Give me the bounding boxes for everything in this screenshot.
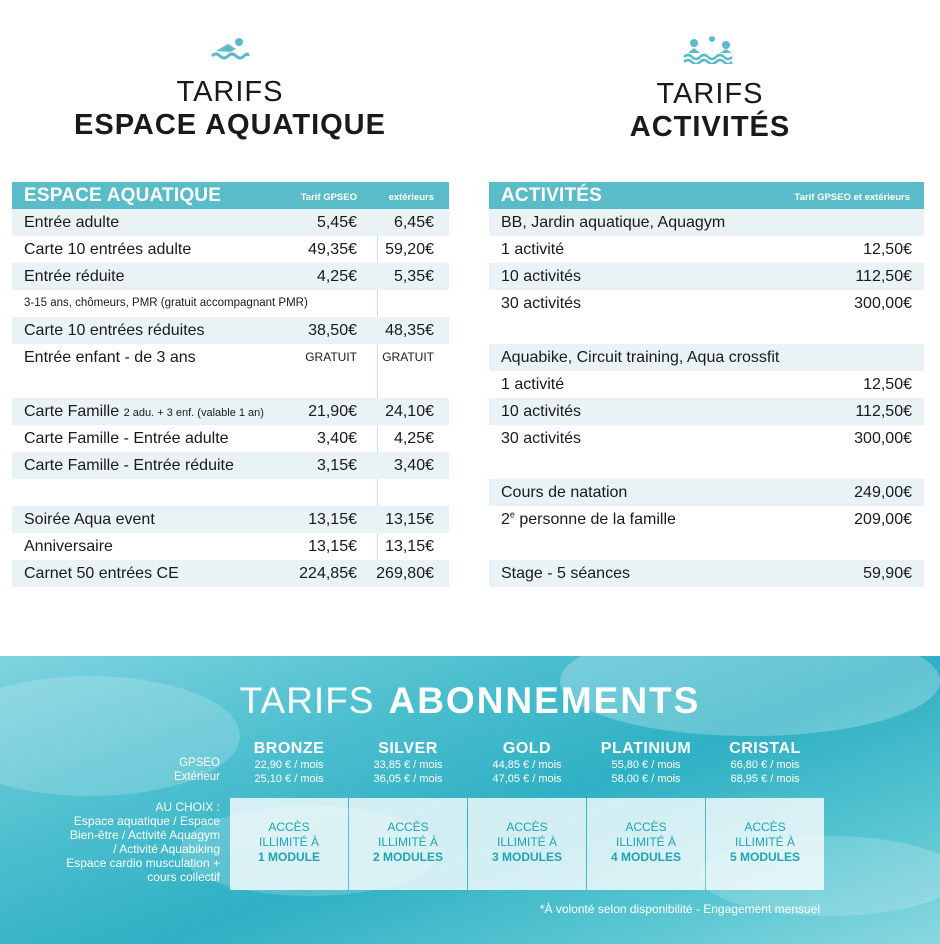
row-label: Entrée réduite (24, 268, 125, 285)
table-row (489, 425, 924, 452)
table-row (489, 479, 924, 506)
tier-price-exterieur: 47,05 € / mois (492, 773, 562, 785)
price-gpseo: 13,15€ (308, 511, 357, 528)
row-label: Carte Famille - Entrée adulte (24, 430, 229, 447)
row-label: Entrée enfant - de 3 ans (24, 349, 196, 366)
table-row (12, 506, 449, 533)
table-row (12, 398, 449, 425)
row-note: 3-15 ans, chômeurs, PMR (gratuit accompagnant PMR) (24, 297, 308, 309)
right-heading (500, 36, 920, 144)
box-modules: 2 MODULES (372, 850, 443, 864)
table-row (12, 560, 449, 587)
choix-line: Espace cardio musculation + (66, 856, 220, 870)
spacer-row (489, 533, 924, 560)
choix-line: / Activité Aquabiking (113, 842, 220, 856)
price-exterieurs: 4,25€ (393, 430, 434, 447)
tier-price-gpseo: 66,80 € / mois (730, 759, 800, 771)
row-label: Carnet 50 entrées CE (24, 565, 179, 582)
row-label: Anniversaire (24, 538, 113, 555)
box-modules: 4 MODULES (610, 850, 681, 864)
box-modules: 1 MODULE (257, 850, 320, 864)
spacer-row (489, 317, 924, 344)
right-heading-line1: TARIFS (656, 78, 764, 110)
row-label: 10 activités (501, 403, 582, 420)
price-exterieurs: 269,80€ (376, 565, 434, 582)
spacer-row (12, 371, 449, 398)
box-line: ILLIMITÉ À (734, 835, 796, 849)
exterieur-label: Extérieur (173, 771, 220, 783)
col-header-exterieurs: extérieurs (388, 192, 434, 203)
spacer-row (12, 479, 449, 506)
table-row (489, 263, 924, 290)
tier-gold (468, 740, 586, 786)
table-header (489, 182, 924, 209)
tier-price-gpseo: 22,90 € / mois (254, 759, 324, 771)
price-gpseo: 3,15€ (316, 457, 357, 474)
price-gpseo: 38,50€ (308, 322, 357, 339)
module-box-gold (468, 798, 586, 890)
title-light: TARIFS (239, 680, 375, 721)
table-row (489, 560, 924, 587)
price: 209,00€ (854, 511, 912, 528)
row-label: Carte 10 entrées réduites (24, 322, 205, 339)
box-line: ILLIMITÉ À (496, 835, 558, 849)
table-row (12, 290, 449, 317)
table-row (12, 533, 449, 560)
price: 300,00€ (854, 295, 912, 312)
row-section-label: Aquabike, Circuit training, Aqua crossfit (501, 349, 780, 366)
row-label: Stage - 5 séances (501, 565, 630, 582)
price-exterieurs: 13,15€ (385, 511, 434, 528)
swimmer-icon (210, 36, 250, 62)
aquatique-price-table (12, 182, 449, 587)
price-gpseo: GRATUIT (305, 350, 357, 364)
tier-price-exterieur: 58,00 € / mois (611, 773, 681, 785)
left-heading (20, 36, 440, 142)
tier-name: GOLD (502, 740, 552, 757)
box-line: ILLIMITÉ À (258, 835, 320, 849)
table-header (12, 182, 449, 209)
box-line: ACCÈS (387, 820, 429, 834)
au-choix-heading: AU CHOIX : (155, 800, 220, 814)
price-exterieurs: 6,45€ (393, 214, 434, 231)
price-exterieurs: 48,35€ (385, 322, 434, 339)
activites-price-table (489, 182, 924, 587)
table-row (12, 263, 449, 290)
price-exterieurs: 5,35€ (393, 268, 434, 285)
tier-price-exterieur: 68,95 € / mois (730, 773, 800, 785)
spacer-row (489, 452, 924, 479)
left-heading-line2: ESPACE AQUATIQUE (74, 109, 386, 141)
row-label-main: Carte Famille (24, 403, 120, 420)
row-label (501, 506, 676, 533)
tier-name: SILVER (378, 740, 438, 757)
row-label: 1 activité (501, 241, 565, 258)
price-exterieurs: 13,15€ (385, 538, 434, 555)
row-label-sup: e (509, 509, 515, 520)
choix-line: cours collectif (147, 870, 220, 884)
price-gpseo: 5,45€ (316, 214, 357, 231)
tier-platinium (587, 740, 705, 786)
footnote: *À volonté selon disponibilité - Engagement mensuel (539, 902, 820, 916)
table-row (489, 398, 924, 425)
tier-name: CRISTAL (729, 740, 801, 757)
water-polo-icon (682, 36, 738, 64)
price-exterieurs: 24,10€ (385, 403, 434, 420)
price-exterieurs: 3,40€ (393, 457, 434, 474)
price: 59,90€ (863, 565, 912, 582)
price-gpseo: 13,15€ (308, 538, 357, 555)
module-box-platinium (587, 798, 705, 890)
box-line: ACCÈS (744, 820, 786, 834)
left-heading-line1: TARIFS (176, 76, 284, 108)
table-row (12, 317, 449, 344)
choix-line: Bien-être / Activité Aquagym (69, 828, 220, 842)
row-label: 1 activité (501, 376, 565, 393)
row-label: Soirée Aqua event (24, 511, 155, 528)
module-box-bronze (230, 798, 348, 890)
price-gpseo: 224,85€ (299, 565, 357, 582)
gpseo-label: GPSEO (179, 757, 220, 769)
box-modules: 3 MODULES (491, 850, 562, 864)
box-modules: 5 MODULES (729, 850, 800, 864)
box-line: ACCÈS (506, 820, 548, 834)
row-label: Cours de natation (501, 484, 628, 501)
table-row (489, 290, 924, 317)
tier-price-gpseo: 33,85 € / mois (373, 759, 443, 771)
price-gpseo: 4,25€ (316, 268, 357, 285)
price-gpseo: 3,40€ (316, 430, 357, 447)
table-row (12, 425, 449, 452)
row-label: 30 activités (501, 430, 582, 447)
col-header-tarif: Tarif GPSEO et extérieurs (794, 192, 910, 203)
table-row (489, 506, 924, 533)
choix-line: Espace aquatique / Espace (73, 814, 220, 828)
tier-name: PLATINIUM (600, 740, 692, 757)
tier-bronze (230, 740, 348, 786)
row-label: Carte 10 entrées adulte (24, 241, 192, 258)
table-title: ACTIVITÉS (501, 185, 603, 206)
table-row (12, 344, 449, 371)
price: 112,50€ (855, 403, 912, 420)
tier-price-gpseo: 44,85 € / mois (492, 759, 562, 771)
tier-price-exterieur: 25,10 € / mois (254, 773, 324, 785)
table-row (489, 209, 924, 236)
box-line: ILLIMITÉ À (377, 835, 439, 849)
price: 12,50€ (863, 241, 912, 258)
tier-name: BRONZE (253, 740, 325, 757)
row-label: 30 activités (501, 295, 582, 312)
row-label-number: 2 (501, 511, 510, 528)
row-label-text: personne de la famille (514, 511, 676, 528)
row-label: Entrée adulte (24, 214, 120, 231)
title-bold: ABONNEMENTS (388, 680, 701, 721)
tier-cristal (706, 740, 824, 786)
price: 249,00€ (854, 484, 912, 501)
price-row-labels (60, 756, 220, 784)
table-row (489, 371, 924, 398)
table-row (489, 344, 924, 371)
box-line: ILLIMITÉ À (615, 835, 677, 849)
module-box-cristal (706, 798, 824, 890)
right-heading-line2: ACTIVITÉS (629, 111, 791, 143)
row-section-label: BB, Jardin aquatique, Aquagym (501, 214, 726, 231)
abonnements-banner (0, 656, 940, 944)
price-gpseo: 21,90€ (308, 403, 357, 420)
box-line: ACCÈS (268, 820, 310, 834)
price-exterieurs: GRATUIT (382, 350, 434, 364)
tier-price-gpseo: 55,80 € / mois (611, 759, 681, 771)
price-gpseo: 49,35€ (308, 241, 357, 258)
price: 12,50€ (863, 376, 912, 393)
tier-silver (349, 740, 467, 786)
box-line: ACCÈS (625, 820, 667, 834)
module-box-silver (349, 798, 467, 890)
table-row (12, 452, 449, 479)
row-label: 10 activités (501, 268, 582, 285)
table-title: ESPACE AQUATIQUE (24, 185, 222, 206)
price: 300,00€ (854, 430, 912, 447)
row-label: Carte Famille - Entrée réduite (24, 457, 234, 474)
price: 112,50€ (855, 268, 912, 285)
row-label-detail: 2 adu. + 3 enf. (valable 1 an) (123, 407, 264, 419)
row-label (24, 398, 264, 427)
table-row (489, 236, 924, 263)
table-row (12, 236, 449, 263)
au-choix-text (10, 800, 220, 884)
table-row (12, 209, 449, 236)
col-header-gpseo: Tarif GPSEO (300, 192, 357, 203)
tier-price-exterieur: 36,05 € / mois (373, 773, 443, 785)
abonnements-title (0, 680, 940, 722)
price-exterieurs: 59,20€ (385, 241, 434, 258)
